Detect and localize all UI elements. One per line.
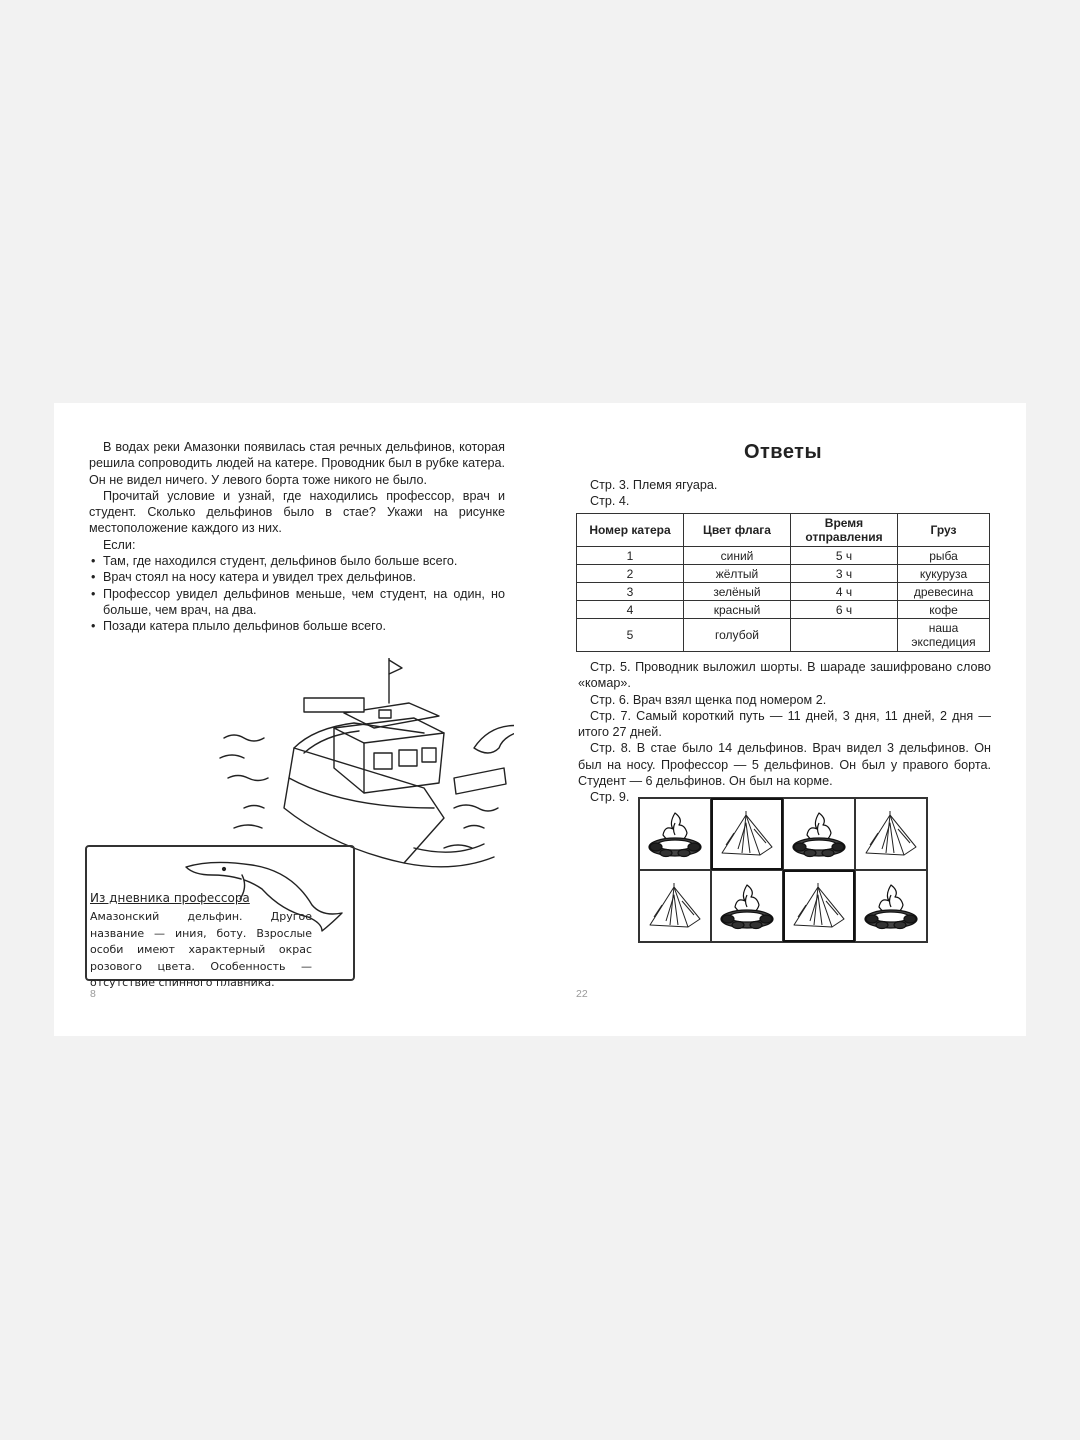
paragraph-task: Прочитай условие и узнай, где находились профессор, врач и студент. Сколько дельфинов было в стае? Укажи на рисунке местоположение каждого из них. [89,488,505,536]
table-cell: зелёный [684,583,791,601]
table-cell: наша экспедиция [898,619,990,652]
answer-p4: Стр. 4. [590,494,630,509]
table-header: Время отправления [791,514,898,547]
grid-cell-tent [639,870,711,942]
table-cell: 3 ч [791,565,898,583]
table-cell: синий [684,547,791,565]
table-cell: голубой [684,619,791,652]
grid-cell-campfire [855,870,927,942]
table-cell: 5 [577,619,684,652]
table-row [577,547,990,565]
grid-cell-campfire [711,870,783,942]
table-header-row [577,514,990,547]
table-row [577,565,990,583]
table-header: Номер катера [577,514,684,547]
tent-icon [716,805,778,863]
table-row [577,583,990,601]
table-cell [791,619,898,652]
diary-text: Амазонский дельфин. Другое название — иния, боту. Взрослые особи имеют характерный окрас розового цвета. Особенность — отсутствие спинного плавника. [90,910,312,989]
campfire-icon [716,877,778,935]
table-cell: 5 ч [791,547,898,565]
list-item: • Профессор увидел дельфинов меньше, чем студент, на один, но больше, чем врач, на два. [89,586,505,619]
answer-p7: Стр. 7. Самый короткий путь — 11 дней, 3 дня, 11 дней, 2 дня — итого 27 дней. [578,708,991,740]
answers-table [576,513,990,652]
answers-bottom [578,659,991,806]
tent-icon [860,805,922,863]
grid-cell-tent [711,798,783,870]
left-page [54,403,540,1036]
table-row [577,601,990,619]
table-cell: 2 [577,565,684,583]
table-row [577,619,990,652]
answer-p8: Стр. 8. В стае было 14 дельфинов. Врач видел 3 дельфинов. Он был на носу. Профессор — 5 дельфинов. Он был у правого борта. Студент — 6 дельфинов. Он был на корме. [578,741,991,789]
table-cell: 4 ч [791,583,898,601]
list-item: • Позади катера плыло дельфинов больше всего. [89,618,505,634]
table-cell: кофе [898,601,990,619]
table-cell: древесина [898,583,990,601]
tent-campfire-grid [638,797,928,943]
right-page [540,403,1026,1036]
list-item: • Там, где находился студент, дельфинов было больше всего. [89,553,505,569]
grid-cell-tent [855,798,927,870]
table-cell: 1 [577,547,684,565]
table-cell: 4 [577,601,684,619]
table-header: Груз [898,514,990,547]
table-header: Цвет флага [684,514,791,547]
table-cell: жёлтый [684,565,791,583]
table-cell: красный [684,601,791,619]
table-cell: кукуруза [898,565,990,583]
conditions-list [89,553,505,634]
answer-p6: Стр. 6. Врач взял щенка под номером 2. [590,692,827,707]
list-item: • Врач стоял на носу катера и увидел трех дельфинов. [89,569,505,585]
page-number: 8 [90,988,96,1000]
table-cell: рыба [898,547,990,565]
table-cell: 6 ч [791,601,898,619]
page-number: 22 [576,988,588,1000]
answer-p5: Стр. 5. Проводник выложил шорты. В шараде зашифровано слово «комар». [578,660,991,691]
campfire-icon [788,805,850,863]
paragraph-dolphins: В водах реки Амазонки появилась стая речных дельфинов, которая решила сопроводить людей на катере. Проводник был в рубке катера. Он не видел ничего. У левого борта тоже никого не было. [89,440,505,487]
grid-cell-campfire [783,798,855,870]
tent-icon [644,877,706,935]
answer-p3: Стр. 3. Племя ягуара. [590,478,718,492]
answer-p9: Стр. 9. [590,790,630,805]
if-label: Если: [103,537,136,552]
answers-top [578,477,991,510]
diary-title: Из дневника профессора [90,891,250,905]
tent-icon [788,877,850,935]
table-cell: 3 [577,583,684,601]
left-text-block [89,439,505,635]
page-title: Ответы [743,441,823,463]
campfire-icon [860,877,922,935]
grid-cell-campfire [639,798,711,870]
campfire-icon [644,805,706,863]
book-spread [54,403,1026,1036]
grid-cell-tent [783,870,855,942]
